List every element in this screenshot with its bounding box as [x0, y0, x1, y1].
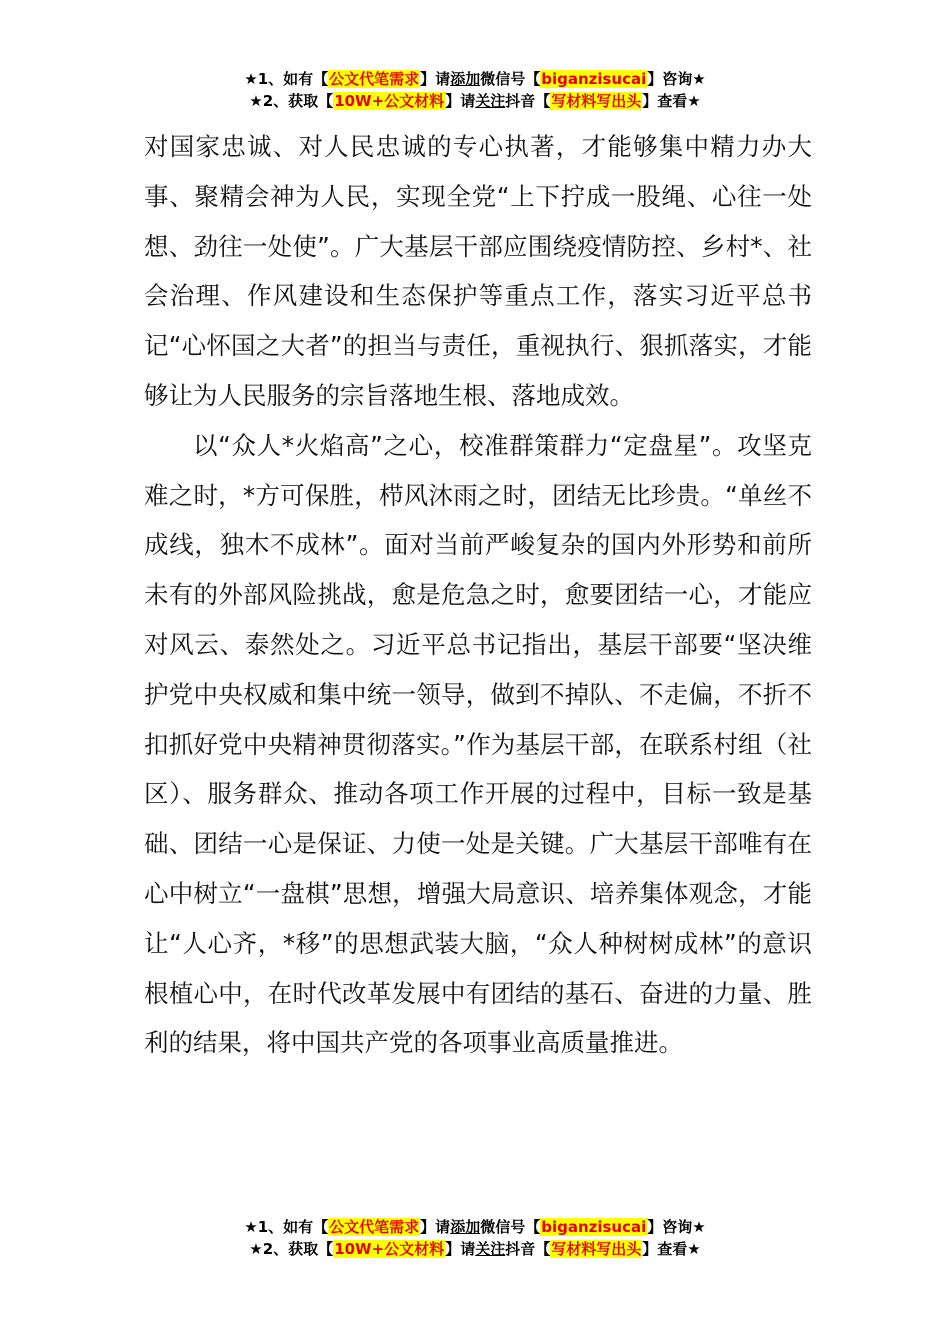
banner-text: ★2、获取【 — [249, 1240, 334, 1258]
banner-line-2 — [0, 1238, 950, 1260]
banner-line-2 — [0, 90, 950, 112]
banner-text: 微信号【 — [480, 70, 541, 88]
banner-highlight: biganzisucai — [541, 70, 647, 88]
banner-text: 】请 — [420, 70, 451, 88]
banner-highlight: 公文代笔需求 — [329, 1218, 420, 1236]
banner-text: 】请 — [445, 1240, 476, 1258]
banner-text: 抖音【 — [505, 92, 551, 110]
banner-highlight: 公文代笔需求 — [329, 70, 420, 88]
banner-underline: 添加 — [450, 70, 481, 88]
banner-highlight: 10W+公文材料 — [334, 92, 445, 110]
banner-text: 】请 — [420, 1218, 451, 1236]
body-paragraph-1: 对国家忠诚、对人民忠诚的专心执著，才能够集中精力办大事、聚精会神为人民，实现全党“上下拧成一股绳、心往一处想、劲往一处使”。广大基层干部应围绕疫情防控、乡村*、社会治理、作风建设和生态保护等重点工作，落实习近平总书记“心怀国之大者”的担当与责任，重视执行、狠抓落实，才能够让为人民服务的宗旨落地生根、落地成效。 — [144, 132, 812, 410]
banner-line-1 — [0, 68, 950, 90]
banner-text: 】查看★ — [642, 92, 701, 110]
banner-underline: 关注 — [475, 1240, 506, 1258]
banner-text: ★1、如有【 — [244, 70, 329, 88]
banner-line-1 — [0, 1216, 950, 1238]
banner-text: 抖音【 — [505, 1240, 551, 1258]
document-body — [144, 122, 812, 1068]
banner-highlight: 10W+公文材料 — [334, 1240, 445, 1258]
banner-text: 】咨询★ — [647, 1218, 706, 1236]
banner-text: ★1、如有【 — [244, 1218, 329, 1236]
banner-highlight: 写材料写出头 — [551, 92, 642, 110]
banner-text: 微信号【 — [480, 1218, 541, 1236]
banner-highlight: biganzisucai — [541, 1218, 647, 1236]
banner-text: ★2、获取【 — [249, 92, 334, 110]
body-paragraph-2: 以“众人*火焰高”之心，校准群策群力“定盘星”。攻坚克难之时，*方可保胜，栉风沐雨之时，团结无比珍贵。“单丝不成线，独木不成林”。面对当前严峻复杂的国内外形势和前所未有的外部风险挑战，愈是危急之时，愈要团结一心，才能应对风云、泰然处之。习近平总书记指出，基层干部要“坚决维护党中央权威和集中统一领导，做到不掉队、不走偏，不折不扣抓好党中央精神贯彻落实。”作为基层干部，在联系村组（社区）、服务群众、推动各项工作开展的过程中，目标一致是基础、团结一心是保证、力使一处是关键。广大基层干部唯有在心中树立“一盘棋”思想，增强大局意识、培养集体观念，才能让“人心齐，*移”的思想武装大脑，“众人种树树成林”的意识根植心中，在时代改革发展中有团结的基石、奋进的力量、胜利的结果，将中国共产党的各项事业高质量推进。 — [144, 430, 812, 1058]
banner-text: 】查看★ — [642, 1240, 701, 1258]
banner-underline: 添加 — [450, 1218, 481, 1236]
header-banner — [0, 68, 950, 112]
banner-underline: 关注 — [475, 92, 506, 110]
banner-text: 】咨询★ — [647, 70, 706, 88]
banner-highlight: 写材料写出头 — [551, 1240, 642, 1258]
banner-text: 】请 — [445, 92, 476, 110]
footer-banner — [0, 1216, 950, 1260]
